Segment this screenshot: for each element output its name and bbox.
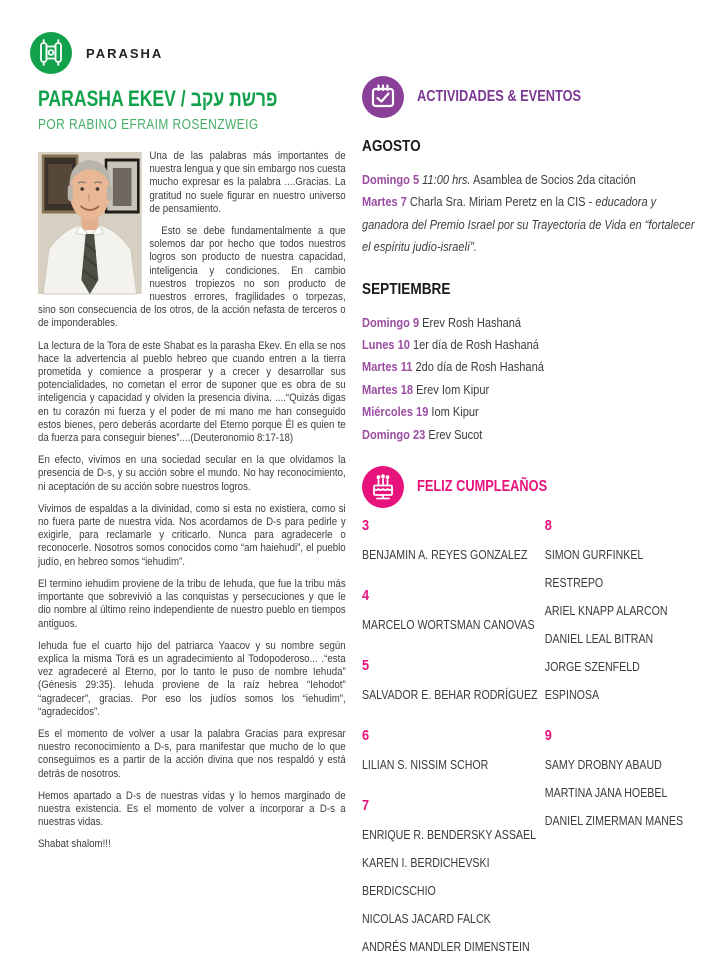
paragraph: Una de las palabras más importantes de nuestra lengua y que sin embargo nos cuesta mucho expresar es la palabra ....Gracias. La gratitud no suele figurar en nuestro universo de pensamiento. [149, 150, 346, 215]
article-byline: POR RABINO EFRAIM ROSENZWEIG [38, 116, 259, 133]
article-body [38, 150, 346, 861]
event-day: Martes 18 [362, 381, 413, 397]
birthday-name: BENJAMIN A. REYES GONZALEZ [362, 548, 528, 562]
events-section-header [362, 76, 622, 118]
event-text: Asamblea de Socios 2da citación [472, 172, 636, 187]
event-item [362, 401, 695, 423]
birthday-day: 5 [362, 657, 370, 674]
events-heading: ACTIVIDADES & EVENTOS [417, 88, 582, 105]
month-heading: SEPTIEMBRE [362, 280, 451, 298]
birthdays-column-left [362, 516, 545, 978]
event-day: Domingo 9 [362, 314, 420, 330]
birthday-name: KAREN I. BERDICHEVSKI BERDICSCHIO [362, 856, 490, 898]
birthday-group [362, 796, 545, 961]
event-item [362, 191, 695, 258]
birthday-name: JORGE SZENFELD ESPINOSA [544, 660, 640, 702]
birthday-group [545, 516, 695, 709]
event-item [362, 424, 695, 446]
rabbi-photo [38, 152, 142, 294]
event-item [362, 379, 695, 401]
event-text: Erev Rosh Hashaná [422, 314, 522, 330]
event-item [362, 334, 695, 356]
birthday-name: ANDRÉS MANDLER DIMENSTEIN [362, 940, 530, 954]
event-text: Iom Kipur [431, 404, 479, 420]
paragraph: En efecto, vivimos en una sociedad secular en la que olvidamos la presencia de D-s, y su acción sobre el mundo. No hay reconocimiento, ni aceptación de su acción sobre nuestros logros. [38, 454, 346, 493]
birthday-name: MARTINA JANA HOEBEL [544, 786, 668, 800]
birthday-name: DANIEL LEAL BITRAN [544, 632, 654, 646]
event-text: 2do día de Rosh Hashaná [415, 359, 544, 375]
event-item [362, 356, 695, 378]
birthdays-section-header [362, 466, 580, 508]
events-list [362, 138, 695, 446]
event-day: Miércoles 19 [362, 404, 429, 420]
birthday-group [362, 516, 545, 569]
paragraph: La lectura de la Tora de este Shabat es la parasha Ekev. En ella se nos hace la advertencia al pueblo hebreo que cuando entren a la tierra prometida y comience a prosperar y a crecer y desarrollar sus potencialidades, no cometan el error de suponer que es obra de su inteligencia y capacidad y olviden la presencia divina. ....“Quizás digas en tu corazón mi fuerza y el poder de mi mano me han conseguido estos bienes, pero deberás acordarte del Eterno porque Él es quien te da fuerza para conseguir bienes”....(Deuteronomio 8:17-18) [38, 339, 346, 445]
birthday-name: ARIEL KNAPP ALARCON [544, 604, 668, 618]
birthday-name: SAMY DROBNY ABAUD [544, 758, 662, 772]
birthday-day: 7 [362, 797, 370, 814]
event-detail: educadora y ganadora del Premio Israel por su Trayectoria de Vida en “fortalecer el espíritu judío-israelí”. [362, 194, 695, 255]
paragraph: El termino iehudim proviene de la tribu de Iehuda, que fue la tribu más importante que sobrevivió a las conquistas y persecuciones y que le dio nombre al último reino independiente de nuestro pueblo en tiempos antiguos. [38, 577, 346, 630]
birthday-day: 6 [362, 727, 370, 744]
birthday-day: 4 [362, 587, 370, 604]
paragraph: Vivimos de espaldas a la divinidad, como si esta no existiera, como si no fuera parte de nuestra vida. Nos acordamos de D-s para pedirle y exigirle, para reclamarle y criticarlo. Nunca para agradecerle o reconocerle. Nosotros somos conocidos como “am haiehudi”, el pueblo judío, en hebreo somos “iehudim”. [38, 502, 346, 568]
parasha-brand [30, 32, 163, 74]
birthday-group [545, 726, 695, 835]
birthday-name: DANIEL ZIMERMAN MANES [544, 814, 684, 828]
torah-scroll-icon [30, 32, 72, 74]
event-day: Martes 7 [362, 194, 407, 210]
event-text: Erev Iom Kipur [416, 381, 490, 397]
event-day: Domingo 23 [362, 426, 426, 442]
birthday-name: SIMON GURFINKEL RESTREPO [544, 548, 643, 590]
birthday-day: 3 [362, 517, 370, 534]
page-title: PARASHA EKEV / פרשת עקב [38, 86, 278, 111]
event-day: Lunes 10 [362, 337, 410, 353]
paragraph: Es el momento de volver a usar la palabra Gracias para expresar nuestro reconocimiento a D-s, para manifestar que mucho de lo que conseguimos es a partir de la acción divina que nos respaldó y está detrás de nosotros. [38, 727, 346, 780]
birthday-name: NICOLAS JACARD FALCK [362, 912, 491, 926]
birthday-group [362, 656, 545, 709]
calendar-check-icon [362, 76, 404, 118]
month-heading: AGOSTO [362, 138, 421, 155]
paragraph: Hemos apartado a D-s de nuestras vidas y lo hemos marginado de nuestra existencia. Es el momento de volver a incorporar a D-s a nuestras vidas. [38, 789, 346, 829]
paragraph: Iehuda fue el cuarto hijo del patriarca Yaacov y su nombre según explica la misma Torá es un agradecimiento al Todopoderoso... .“esta vez agradeceré al Eterno, por lo tanto le puso de nombre Iehuda” (Génesis 29:35). Iehuda proviene de la raíz hebrea “Iehodot” “agradecer”, gracias. Por eso los judíos somos los “iehudim”, “agradecidos”. [38, 639, 346, 718]
birthday-name: LILIAN S. NISSIM SCHOR [362, 758, 489, 772]
birthday-name: ENRIQUE R. BENDERSKY ASSAEL [362, 828, 536, 842]
paragraph: Esto se debe fundamentalmente a que solemos dar por hecho que todos nuestros logros son producto de nuestra capacidad, inteligencia y condiciones. En cambio nuestros tropiezos no son producto de nuestros errores, fragilidades o torpezas, sino son consecuencia de los otros, de la acción nefasta de terceros o de imponderables. [38, 225, 346, 330]
closing-line: Shabat shalom!!! [38, 838, 111, 851]
birthday-day: 8 [544, 517, 552, 534]
birthdays-list [362, 516, 695, 978]
event-text: 1er día de Rosh Hashaná [412, 337, 539, 353]
birthday-day: 9 [544, 727, 552, 744]
brand-label: PARASHA [86, 45, 164, 61]
event-time: 11:00 hrs. [422, 172, 471, 187]
event-day: Domingo 5 [362, 172, 420, 187]
birthday-group [362, 726, 545, 779]
birthday-name: MARCELO WORTSMAN CANOVAS [362, 618, 535, 632]
event-text: Erev Sucot [428, 426, 483, 442]
birthdays-column-right [545, 516, 695, 978]
event-item [362, 312, 695, 334]
birthdays-heading: FELIZ CUMPLEAÑOS [417, 478, 548, 495]
birthday-name: SALVADOR E. BEHAR RODRÍGUEZ [362, 688, 538, 702]
event-item [362, 169, 695, 191]
event-text: Charla Sra. Miriam Peretz en la CIS - [409, 194, 593, 210]
birthday-group [362, 586, 545, 639]
event-day: Martes 11 [362, 359, 413, 375]
birthday-cake-icon [362, 466, 404, 508]
